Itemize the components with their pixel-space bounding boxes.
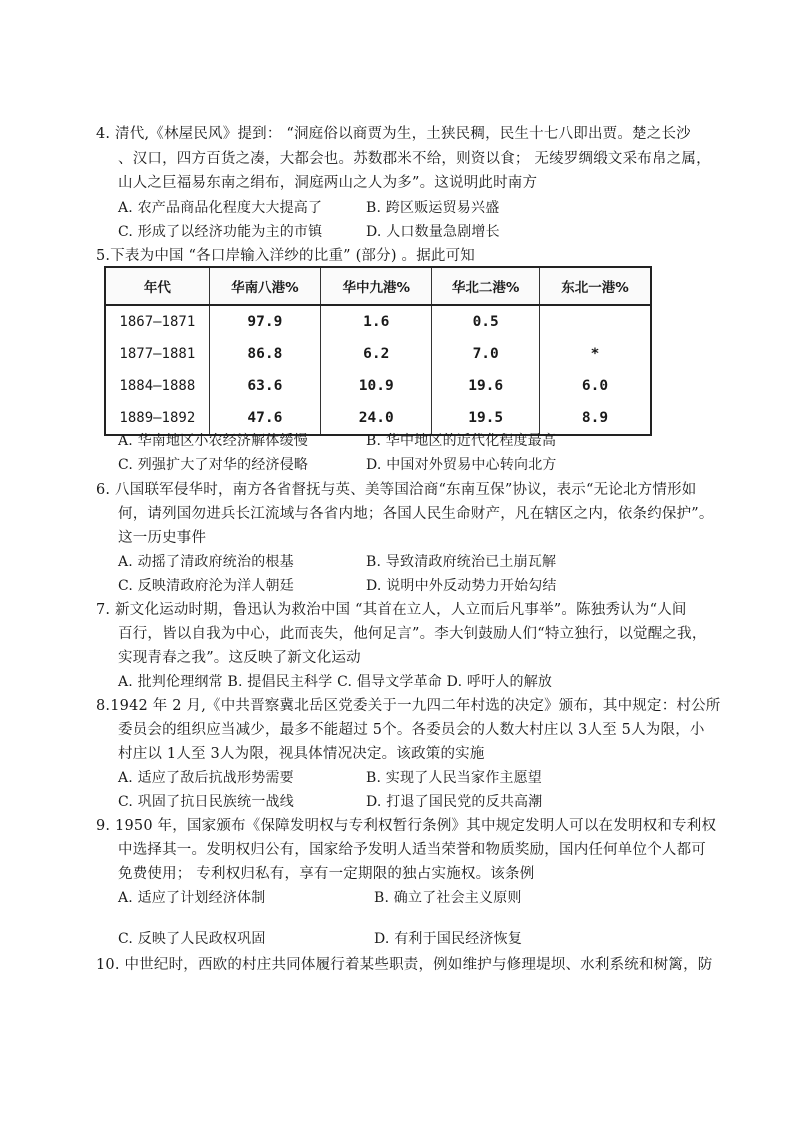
table-cell: 47.6 xyxy=(209,402,320,435)
q4-option-c: C. 形成了以经济功能为主的市镇 xyxy=(118,224,323,240)
table-header: 年代 xyxy=(105,267,209,305)
table-cell: 86.8 xyxy=(209,338,320,370)
table-cell: 10.9 xyxy=(321,370,432,402)
q8-option-b: B. 实现了人民当家作主愿望 xyxy=(366,770,542,786)
q6-option-a: A. 动摇了清政府统治的根基 xyxy=(118,554,294,570)
q5-line-1: 5.下表为中国 “各口岸输入洋纱的比重” (部分) 。据此可知 xyxy=(96,248,475,264)
table-header: 华北二港% xyxy=(432,267,540,305)
q8-option-d: D. 打退了国民党的反共高潮 xyxy=(366,794,543,810)
table-cell: 1884—1888 xyxy=(105,370,209,402)
yarn-import-table xyxy=(104,266,652,436)
q4-option-d: D. 人口数量急剧增长 xyxy=(366,224,500,240)
q4-option-a: A. 农产品商品化程度大大提高了 xyxy=(118,200,323,216)
q5-option-d: D. 中国对外贸易中心转向北方 xyxy=(366,457,557,473)
table-cell: 7.0 xyxy=(432,338,540,370)
q8-line-1: 8.1942 年 2 月,《中共晋察冀北岳区党委关于一九四二年村选的决定》颁布，其中规定：村公所 xyxy=(96,698,721,714)
table-row xyxy=(105,338,651,370)
q5-option-a: A. 华南地区小农经济解体缓慢 xyxy=(118,433,309,449)
q6-option-c: C. 反映清政府沦为洋人朝廷 xyxy=(118,578,294,594)
q8-option-a: A. 适应了敌后抗战形势需要 xyxy=(118,770,294,786)
table-cell: * xyxy=(539,338,651,370)
q4-line-2: 、汉口，四方百货之凑，大都会也。苏数郡米不给，则资以食； 无绫罗绸缎文采布帛之属， xyxy=(118,151,711,167)
q4-line-1: 4. 清代,《林屋民风》提到： “洞庭俗以商贾为生，土狭民稠，民生十七八即出贾。楚之长沙 xyxy=(96,126,691,142)
q7-options: A. 批判伦理纲常 B. 提倡民主科学 C. 倡导文学革命 D. 呼吁人的解放 xyxy=(118,674,553,690)
q7-line-3: 实现青春之我”。这反映了新文化运动 xyxy=(118,650,361,666)
q7-line-2: 百行，皆以自我为中心，此而丧失，他何足言”。李大钊鼓励人们“特立独行，以觉醒之我， xyxy=(118,626,707,642)
q9-option-b: B. 确立了社会主义原则 xyxy=(374,890,522,906)
q6-line-3: 这一历史事件 xyxy=(118,530,207,546)
table-cell: 1889—1892 xyxy=(105,402,209,435)
q9-option-d: D. 有利于国民经济恢复 xyxy=(374,931,523,947)
q8-line-2: 委员会的组织应当减少，最多不能超过 5个。各委员会的人数大村庄以 3人至 5人为限，小 xyxy=(118,722,705,738)
q4-line-3: 山人之巨福易东南之绢布，洞庭两山之人为多”。这说明此时南方 xyxy=(118,175,538,191)
table-cell: 1867—1871 xyxy=(105,305,209,338)
q6-line-2: 何，请列国勿进兵长江流域与各省内地；各国人民生命财产，凡在辖区之内，依条约保护”。 xyxy=(118,506,714,522)
q9-option-c: C. 反映了人民政权巩固 xyxy=(118,931,266,947)
table-row xyxy=(105,305,651,338)
q9-line-1: 9. 1950 年，国家颁布《保障发明权与专利权暂行条例》其中规定发明人可以在发明权和专利权 xyxy=(96,818,717,834)
table-cell: 6.0 xyxy=(539,370,651,402)
q8-line-3: 村庄以 1人至 3人为限，视具体情况决定。该政策的实施 xyxy=(118,746,485,762)
q9-line-2: 中选择其一。发明权归公有，国家给予发明人适当荣誉和物质奖励，国内任何单位个人都可 xyxy=(118,842,706,858)
q9-option-a: A. 适应了计划经济体制 xyxy=(118,890,266,906)
table-cell: 24.0 xyxy=(321,402,432,435)
table-cell xyxy=(539,305,651,338)
q6-option-b: B. 导致清政府统治已土崩瓦解 xyxy=(366,554,557,570)
q8-option-c: C. 巩固了抗日民族统一战线 xyxy=(118,794,294,810)
table-header: 华南八港% xyxy=(209,267,320,305)
table-cell: 97.9 xyxy=(209,305,320,338)
table-cell: 0.5 xyxy=(432,305,540,338)
q10-line-1: 10. 中世纪时，西欧的村庄共同体履行着某些职责，例如维护与修理堤坝、水利系统和树篱，防 xyxy=(96,957,713,973)
table-cell: 1.6 xyxy=(321,305,432,338)
q6-line-1: 6. 八国联军侵华时，南方各省督抚与英、美等国洽商“东南互保”协议，表示“无论北方情形如 xyxy=(96,482,697,498)
q7-line-1: 7. 新文化运动时期，鲁迅认为救治中国 “其首在立人，人立而后凡事举”。陈独秀认为“人间 xyxy=(96,602,687,618)
table-row xyxy=(105,370,651,402)
table-cell: 8.9 xyxy=(539,402,651,435)
q5-option-c: C. 列强扩大了对华的经济侵略 xyxy=(118,457,309,473)
q4-option-b: B. 跨区贩运贸易兴盛 xyxy=(366,200,500,216)
q6-option-d: D. 说明中外反动势力开始勾结 xyxy=(366,578,557,594)
table-cell: 19.6 xyxy=(432,370,540,402)
table-header-row xyxy=(105,267,651,305)
q5-option-b: B. 华中地区的近代化程度最高 xyxy=(366,433,557,449)
table-cell: 63.6 xyxy=(209,370,320,402)
table-cell: 1877—1881 xyxy=(105,338,209,370)
table-header: 华中九港% xyxy=(321,267,432,305)
table-header: 东北一港% xyxy=(539,267,651,305)
table-cell: 6.2 xyxy=(321,338,432,370)
q9-line-3: 免费使用； 专利权归私有，享有一定期限的独占实施权。该条例 xyxy=(118,866,535,882)
table-cell: 19.5 xyxy=(432,402,540,435)
